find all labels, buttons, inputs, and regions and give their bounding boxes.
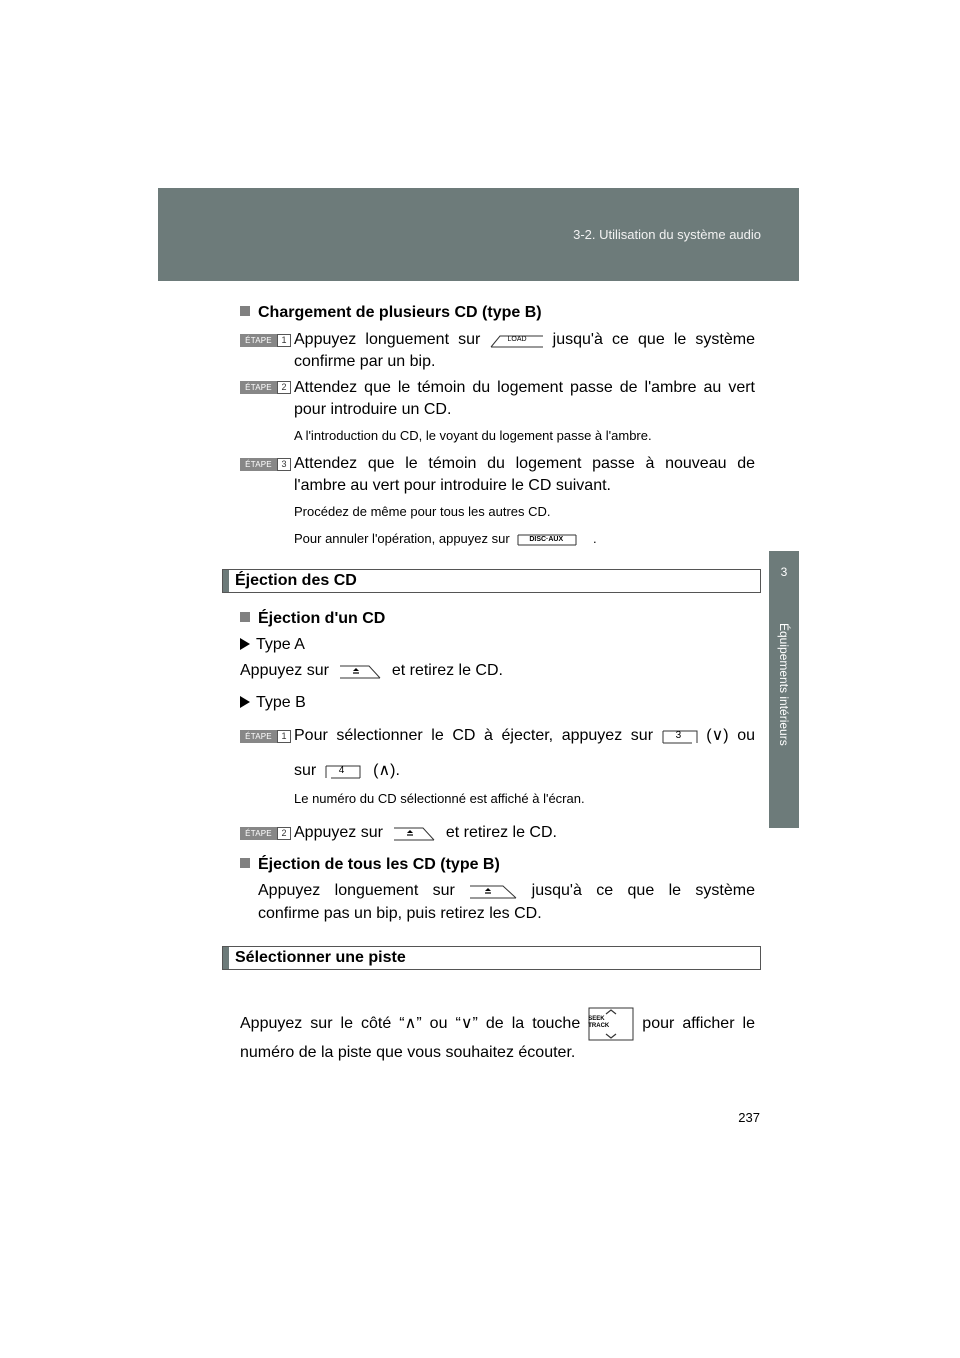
step-badge: ÉTAPE 1: [240, 730, 290, 743]
step-badge: ÉTAPE 2: [240, 827, 290, 840]
eject-all-text: Appuyez longuement sur jusqu'à ce que le système: [258, 882, 755, 899]
type-b-label: Type B: [240, 694, 306, 712]
square-bullet-icon: [240, 612, 250, 622]
step-text: Pour sélectionner le CD à éjecter, appuyez sur 3 (∨) ou: [294, 727, 756, 744]
disc-aux-button-icon: DISC·AUX: [517, 534, 577, 546]
step-text: Appuyez longuement sur LOAD jusqu'à ce que le système: [294, 331, 755, 348]
section-heading-track: Sélectionner une piste: [222, 946, 761, 970]
step-badge: ÉTAPE 2: [240, 381, 290, 394]
track-text-cont: numéro de la piste que vous souhaitez écouter.: [240, 1044, 576, 1061]
subheading-loading: Chargement de plusieurs CD (type B): [240, 304, 542, 322]
chapter-side-tab: [769, 551, 799, 828]
step-note: A l'introduction du CD, le voyant du logement passe à l'ambre.: [294, 428, 652, 443]
chapter-number: 3: [780, 565, 788, 579]
step-text-cont: confirme par un bip.: [294, 353, 436, 370]
step-badge: ÉTAPE 3: [240, 458, 290, 471]
step-text-cont: sur 4 (∧).: [294, 762, 400, 779]
section-heading-ejection: Éjection des CD: [222, 569, 761, 593]
step-text: Attendez que le témoin du logement passe à nouveau de: [294, 455, 755, 472]
track-text: Appuyez sur le côté “∧” ou “∨” de la touche SEEK TRACK pour afficher le: [240, 1007, 755, 1041]
step-text: Appuyez sur et retirez le CD.: [294, 824, 557, 841]
step-badge: ÉTAPE 1: [240, 334, 290, 347]
step-note: Procédez de même pour tous les autres CD.: [294, 504, 551, 519]
step-note: Le numéro du CD sélectionné est affiché à l'écran.: [294, 791, 585, 806]
eject-all-text-cont: confirme pas un bip, puis retirez les CD.: [258, 905, 542, 922]
triangle-bullet-icon: [240, 696, 250, 708]
breadcrumb: 3-2. Utilisation du système audio: [573, 227, 761, 242]
step-text-cont: l'ambre au vert pour introduire le CD suivant.: [294, 477, 611, 494]
load-button-icon: LOAD: [490, 333, 544, 347]
step-text-cont: pour introduire un CD.: [294, 401, 452, 418]
preset-4-button-icon: 4: [325, 764, 361, 778]
chapter-label: Équipements intérieurs: [777, 623, 791, 746]
seek-track-button-icon: SEEK TRACK: [588, 1007, 634, 1041]
subheading-eject-one: Éjection d'un CD: [240, 610, 385, 628]
eject-button-icon: [339, 664, 381, 678]
square-bullet-icon: [240, 306, 250, 316]
eject-button-icon: [469, 884, 517, 898]
step-text: Attendez que le témoin du logement passe de l'ambre au vert: [294, 379, 755, 396]
eject-button-icon: [393, 826, 435, 840]
header-band: [158, 188, 799, 281]
type-a-text: Appuyez sur et retirez le CD.: [240, 662, 503, 679]
square-bullet-icon: [240, 858, 250, 868]
step-note: Pour annuler l'opération, appuyez sur DISC·AUX .: [294, 531, 597, 546]
preset-3-button-icon: 3: [662, 729, 698, 743]
subheading-eject-all: Éjection de tous les CD (type B): [240, 856, 500, 874]
triangle-bullet-icon: [240, 638, 250, 650]
type-a-label: Type A: [240, 636, 305, 654]
page-number: 237: [738, 1110, 760, 1125]
